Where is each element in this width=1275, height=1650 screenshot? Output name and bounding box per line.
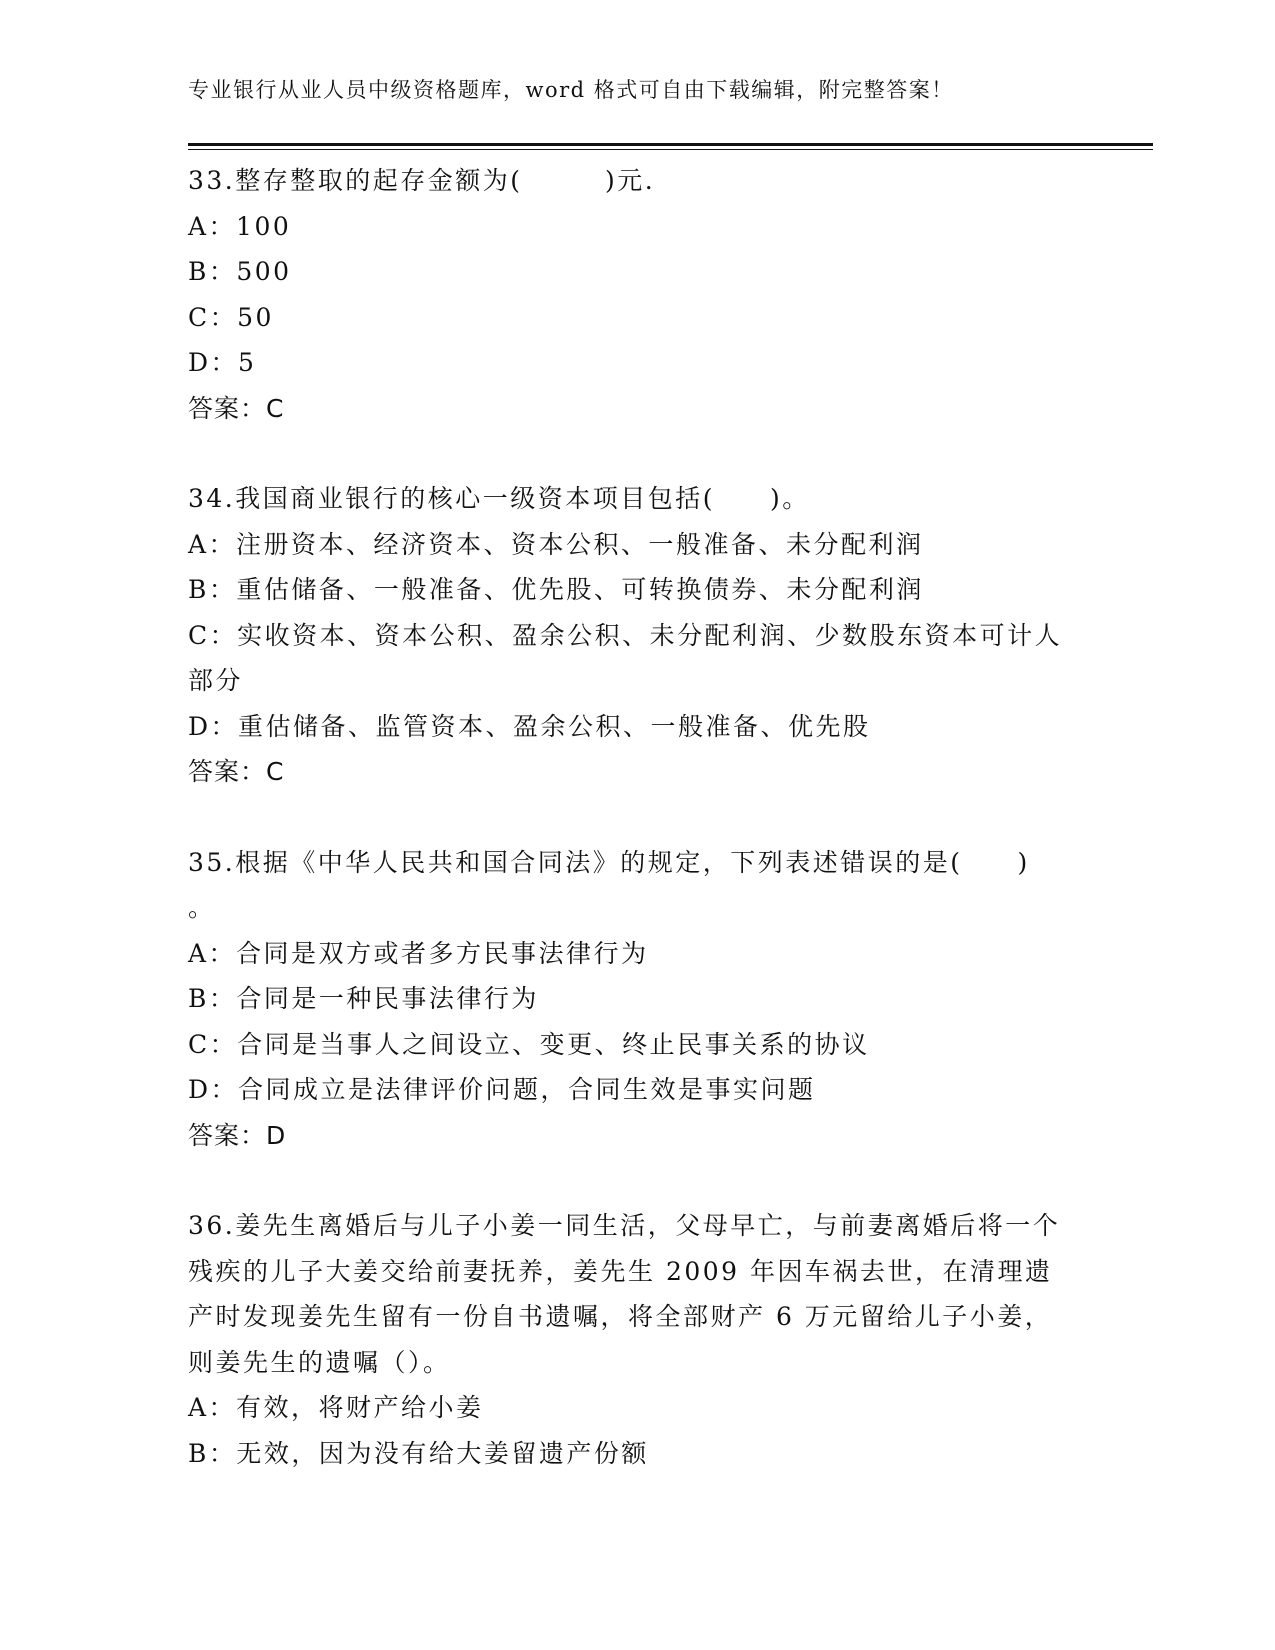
question-stem: 35.根据《中华人民共和国合同法》的规定，下列表述错误的是( ) — [188, 847, 1030, 877]
question-stem: 36.姜先生离婚后与儿子小姜一同生活，父母早亡，与前妻离婚后将一个残疾的儿子大姜交给前妻抚养，姜先生 2009 年因车祸去世，在清理遗产时发现姜先生留有一份自书遗嘱，将全部财产 6 万元留给儿子小姜，则姜先生的遗嘱（）。 — [188, 1211, 1061, 1377]
question-35 — [188, 840, 1068, 1159]
page-header: 专业银行从业人员中级资格题库，word 格式可自由下载编辑，附完整答案！ — [188, 78, 954, 102]
option-d: D：合同成立是法律评价问题，合同生效是事实问题 — [188, 1075, 816, 1104]
question-stem: 33.整存整取的起存金额为( )元. — [188, 166, 656, 195]
option-d: D：5 — [188, 348, 257, 377]
header-divider-thick — [188, 143, 1153, 146]
option-b: B：重估储备、一般准备、优先股、可转换债券、未分配利润 — [188, 575, 924, 604]
option-b: B：无效，因为没有给大姜留遗产份额 — [188, 1438, 649, 1468]
question-33 — [188, 158, 1068, 431]
option-d: D：重估储备、监管资本、盈余公积、一般准备、优先股 — [188, 711, 871, 741]
answer: 答案：C — [188, 393, 285, 423]
answer: 答案：D — [188, 1120, 287, 1150]
question-34 — [188, 476, 1068, 795]
option-b: B：500 — [188, 257, 292, 286]
question-stem-tail: 。 — [188, 893, 214, 922]
header-divider-thin — [188, 149, 1153, 150]
option-a: A：合同是双方或者多方民事法律行为 — [188, 938, 649, 968]
question-stem: 34.我国商业银行的核心一级资本项目包括( )。 — [188, 484, 810, 513]
option-c: C：50 — [188, 302, 274, 332]
question-list — [188, 158, 1068, 1521]
question-36 — [188, 1203, 1068, 1476]
answer: 答案：C — [188, 757, 285, 786]
option-c: C：合同是当事人之间设立、变更、终止民事关系的协议 — [188, 1029, 870, 1059]
option-a: A：注册资本、经济资本、资本公积、一般准备、未分配利润 — [188, 529, 924, 559]
option-b: B：合同是一种民事法律行为 — [188, 984, 539, 1013]
option-c: C：实收资本、资本公积、盈余公积、未分配利润、少数股东资本可计人部分 — [188, 620, 1063, 695]
option-a: A：有效，将财产给小姜 — [188, 1393, 484, 1422]
option-a: A：100 — [188, 211, 292, 241]
